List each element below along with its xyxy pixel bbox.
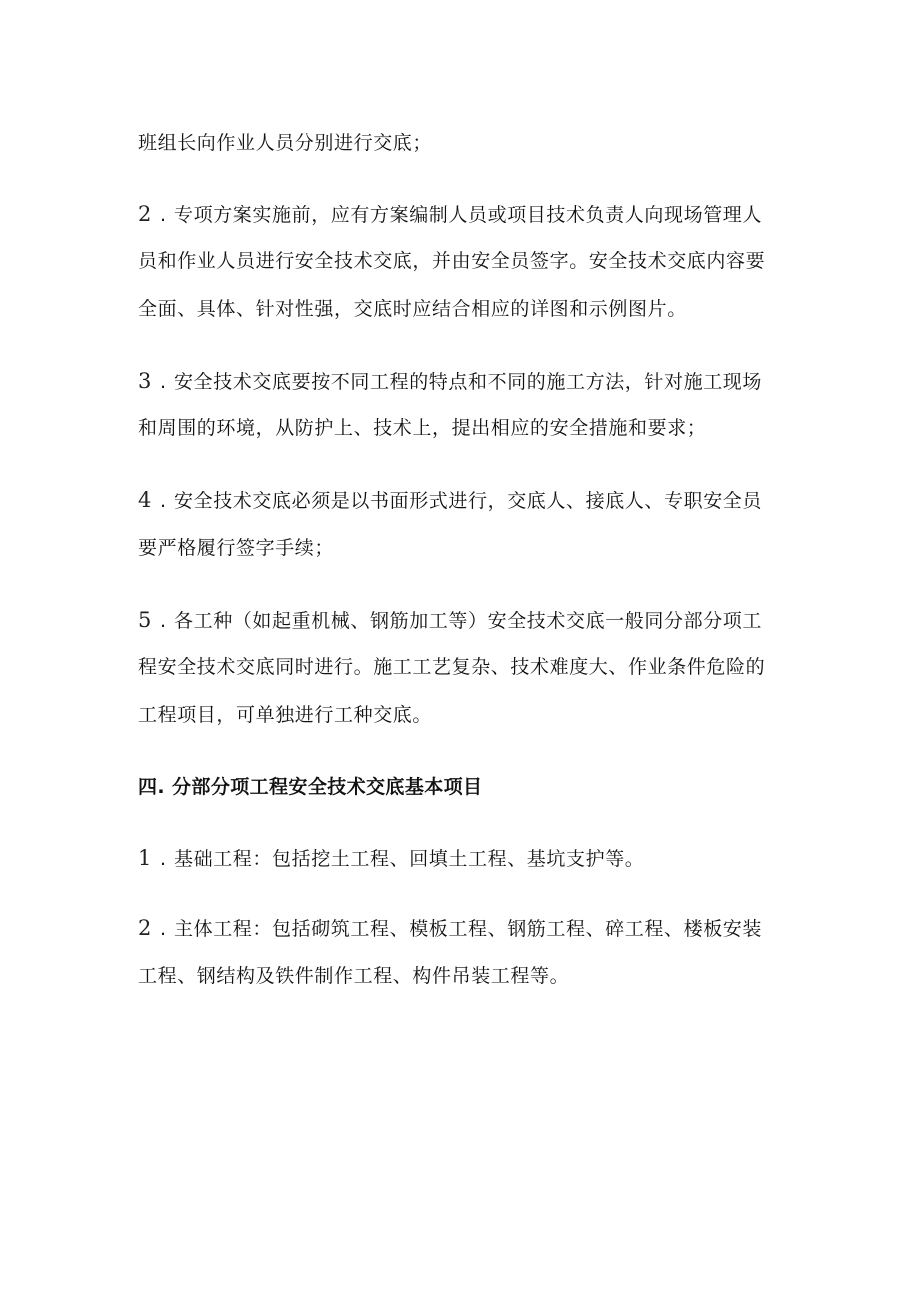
- line-text: 基础工程：包括挖土工程、回填土工程、基坑支护等。: [174, 848, 645, 870]
- text-line: [138, 131, 432, 155]
- line-text: 工程项目，可单独进行工种交底。: [138, 704, 433, 726]
- list-dot: .: [160, 204, 167, 226]
- line-text: 安全技术交底要按不同工程的特点和不同的施工方法，针对施工现场: [174, 371, 763, 393]
- text-line: [138, 703, 432, 727]
- text-line: [138, 536, 334, 560]
- list-number: 2: [138, 916, 152, 940]
- list-dot: .: [160, 610, 167, 632]
- list-number: 2: [138, 202, 152, 226]
- list-number: 5: [138, 608, 152, 632]
- list-dot: .: [160, 848, 167, 870]
- line-text: 班组长向作业人员分别进行交底；: [138, 132, 433, 154]
- list-item-5: [138, 608, 762, 633]
- text-line: [138, 249, 765, 273]
- list-number: 1: [138, 846, 152, 870]
- section-heading: [138, 775, 482, 799]
- list-item-2: [138, 202, 762, 227]
- line-text: 工程、钢结构及铁件制作工程、构件吊装工程等。: [138, 965, 570, 987]
- line-text: 和周围的环境，从防护上、技术上，提出相应的安全措施和要求；: [138, 417, 707, 439]
- list-item-4: [138, 488, 762, 513]
- list-dot: .: [160, 371, 167, 393]
- list-dot: .: [160, 918, 167, 940]
- heading-text: 四. 分部分项工程安全技术交底基本项目: [138, 776, 483, 798]
- text-line: [138, 416, 706, 440]
- text-line: [138, 655, 765, 679]
- line-text: 全面、具体、针对性强，交底时应结合相应的详图和示例图片。: [138, 298, 687, 320]
- line-text: 要严格履行签字手续；: [138, 537, 335, 559]
- list-item-2b: [138, 916, 762, 941]
- line-text: 安全技术交底必须是以书面形式进行，交底人、接底人、专职安全员: [174, 490, 763, 512]
- list-number: 4: [138, 488, 152, 512]
- list-number: 3: [138, 369, 152, 393]
- line-text: 主体工程：包括砌筑工程、模板工程、钢筋工程、碎工程、楼板安装: [174, 918, 763, 940]
- list-dot: .: [160, 490, 167, 512]
- line-text: 专项方案实施前，应有方案编制人员或项目技术负责人向现场管理人: [174, 204, 763, 226]
- line-text: 程安全技术交底同时进行。施工工艺复杂、技术难度大、作业条件危险的: [138, 656, 766, 678]
- line-text: 各工种（如起重机械、钢筋加工等）安全技术交底一般同分部分项工: [174, 610, 763, 632]
- line-text: 员和作业人员进行安全技术交底，并由安全员签字。安全技术交底内容要: [138, 250, 766, 272]
- text-line: [138, 297, 687, 321]
- text-line: [138, 964, 569, 988]
- list-item-1: [138, 846, 644, 871]
- list-item-3: [138, 369, 762, 394]
